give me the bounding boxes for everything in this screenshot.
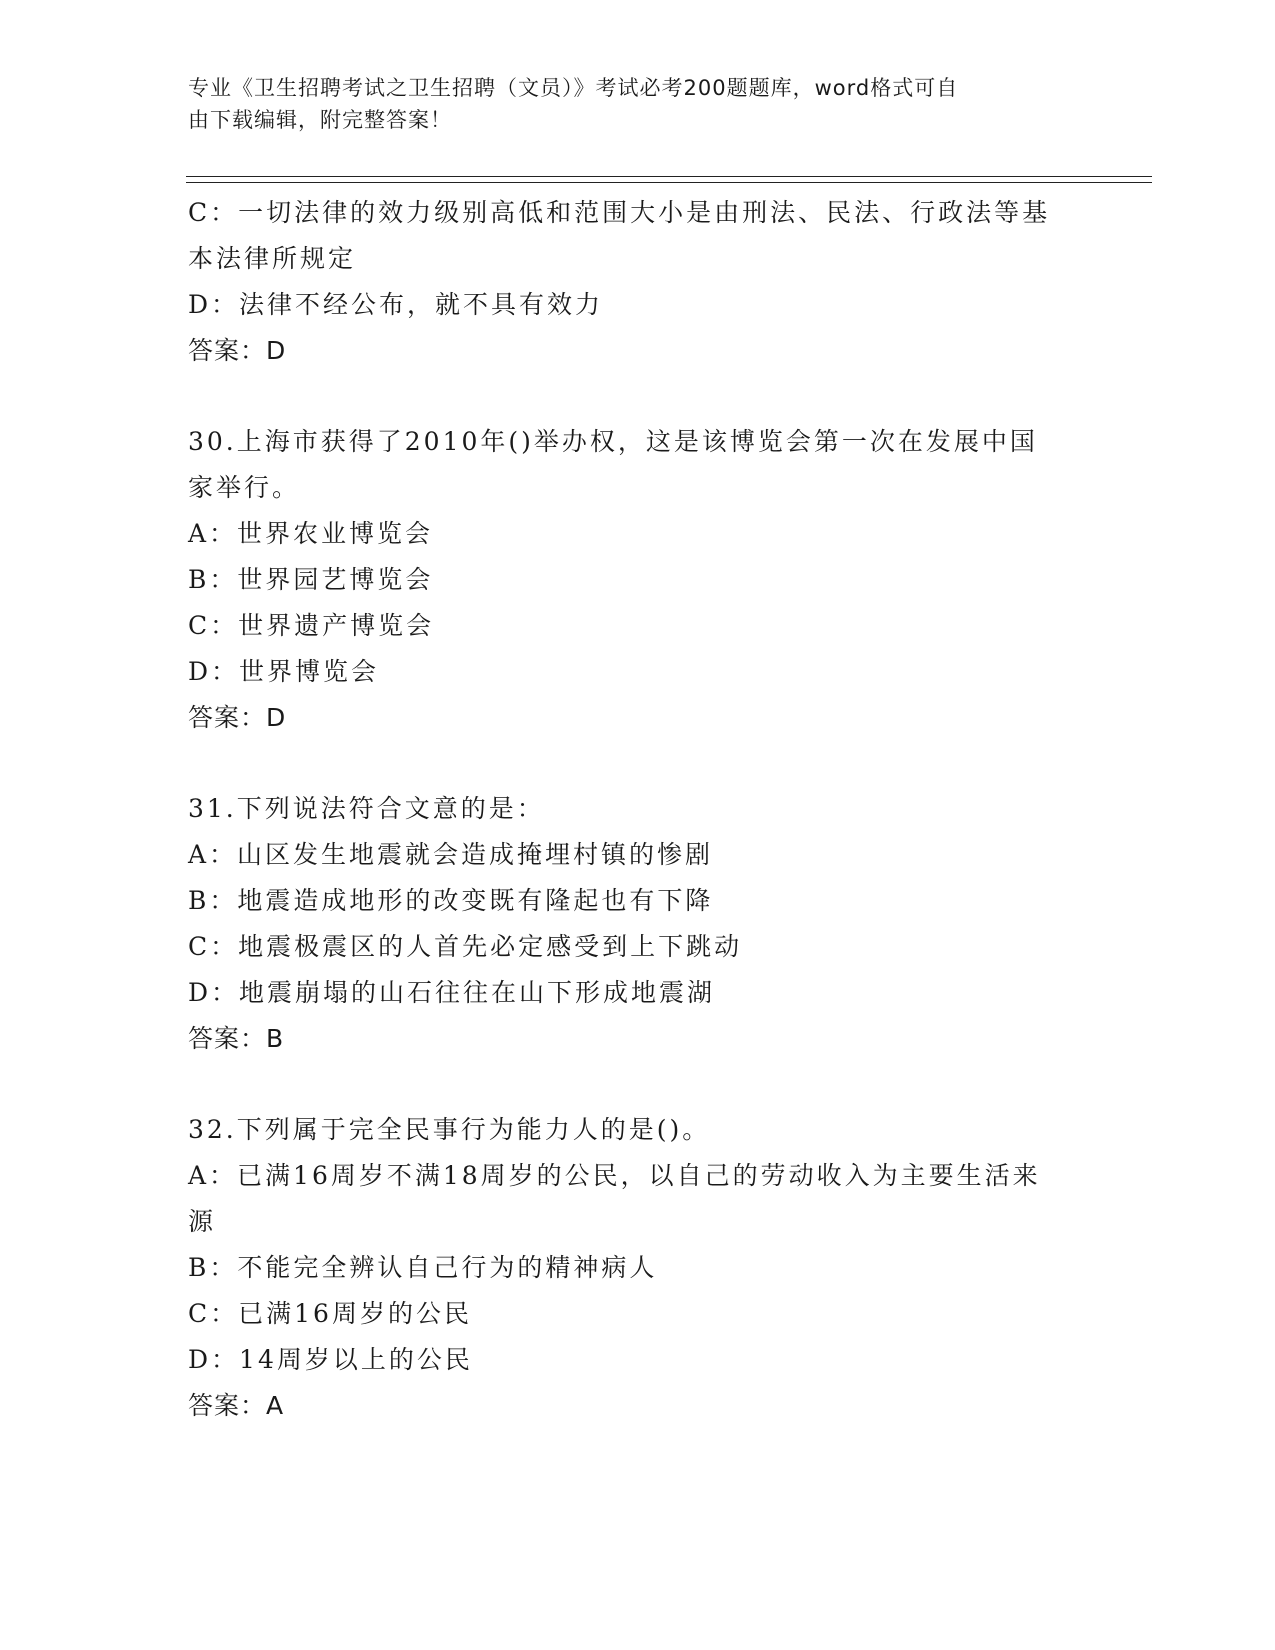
question-32 [188,1107,1088,1429]
option-d: D：地震崩塌的山石往往在山下形成地震湖 [188,978,716,1007]
option-c: C：世界遗产博览会 [188,611,435,640]
option-d: D：法律不经公布，就不具有效力 [188,290,604,319]
header-line-2: 由下载编辑，附完整答案！ [188,108,452,132]
answer-label: 答案：A [188,1391,285,1420]
option-c-line-2: 本法律所规定 [188,244,357,273]
answer-label: 答案：B [188,1024,285,1053]
option-c: C：地震极震区的人首先必定感受到上下跳动 [188,932,743,961]
option-a-line-1: A：已满16周岁不满18周岁的公民，以自己的劳动收入为主要生活来 [188,1161,1041,1190]
option-c-line-1: C：一切法律的效力级别高低和范围大小是由刑法、民法、行政法等基 [188,198,1051,227]
header-rule-top [186,176,1152,177]
question-stem-line-2: 家举行。 [188,473,301,502]
option-b: B：世界园艺博览会 [188,565,434,594]
answer-label: 答案：D [188,336,287,365]
question-29-continued [188,190,1088,374]
question-stem: 32.下列属于完全民事行为能力人的是()。 [188,1115,711,1144]
question-list [188,190,1088,1474]
option-a: A：山区发生地震就会造成掩埋村镇的惨剧 [188,840,714,869]
question-31 [188,786,1088,1062]
question-30 [188,419,1088,741]
header-rule-bottom [186,182,1152,183]
document-header [188,72,1088,136]
option-d: D：14周岁以上的公民 [188,1345,473,1374]
option-b: B：地震造成地形的改变既有隆起也有下降 [188,886,714,915]
option-b: B：不能完全辨认自己行为的精神病人 [188,1253,658,1282]
header-line-1: 专业《卫生招聘考试之卫生招聘（文员）》考试必考200题题库，word格式可自 [188,76,959,100]
option-a-line-2: 源 [188,1207,217,1236]
option-c: C：已满16周岁的公民 [188,1299,472,1328]
option-d: D：世界博览会 [188,657,380,686]
question-stem-line-1: 30.上海市获得了2010年()举办权，这是该博览会第一次在发展中国 [188,427,1038,456]
option-a: A：世界农业博览会 [188,519,434,548]
answer-label: 答案：D [188,703,287,732]
question-stem: 31.下列说法符合文意的是： [188,794,545,823]
